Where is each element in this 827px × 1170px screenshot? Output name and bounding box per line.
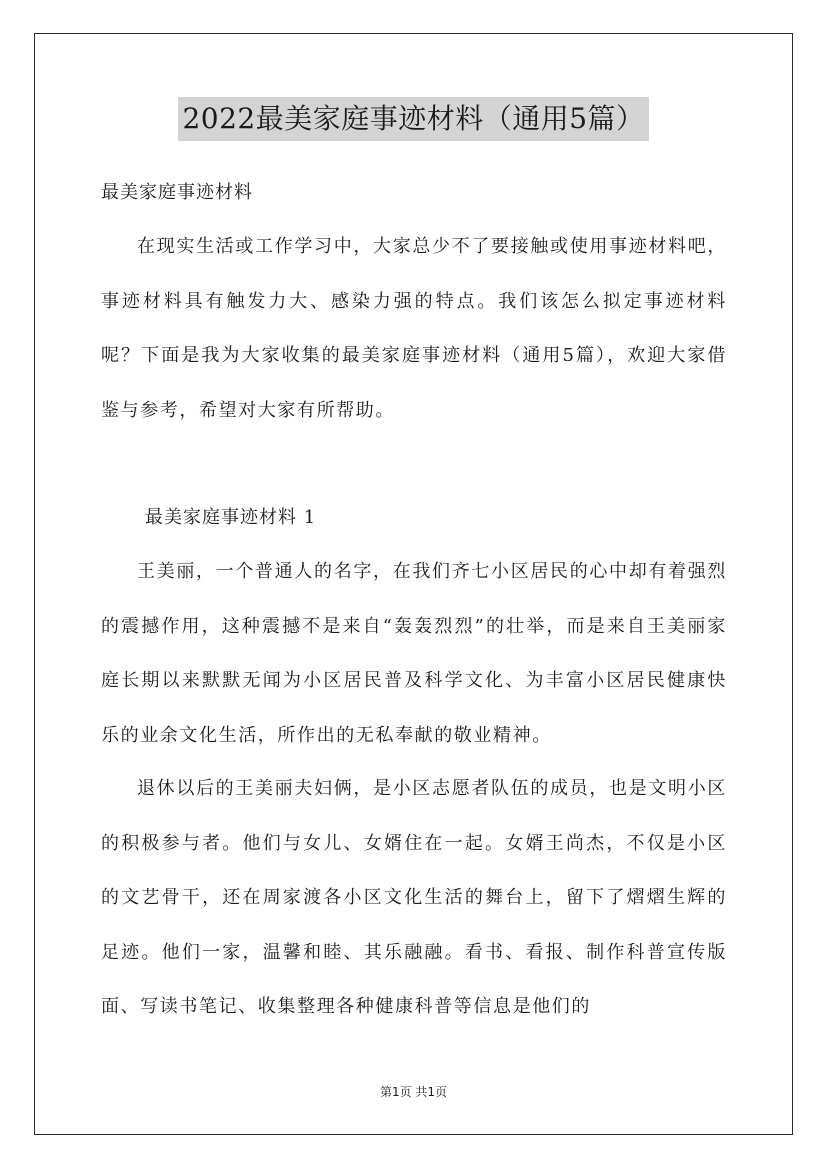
body-paragraph: 退休以后的王美丽夫妇俩，是小区志愿者队伍的成员，也是文明小区的积极参与者。他们与女儿、女婿住在一起。女婿王尚杰，不仅是小区的文艺骨干，还在周家渡各小区文化生活的舞台上，留下了熠熠生辉的足迹。他们一家，温馨和睦、其乐融融。看书、看报、制作科普宣传版面、写读书笔记、收集整理各种健康科普等信息是他们的 — [101, 778, 727, 1017]
document-subtitle: 最美家庭事迹材料 — [101, 182, 253, 203]
intro-paragraph: 在现实生活或工作学习中，大家总少不了要接触或使用事迹材料吧，事迹材料具有触发力大、感染力强的特点。我们该怎么拟定事迹材料呢？下面是我为大家收集的最美家庭事迹材料（通用5篇），欢迎大家借鉴与参考，希望对大家有所帮助。 — [101, 236, 727, 421]
document-title — [0, 97, 827, 141]
section-heading: 最美家庭事迹材料 1 — [145, 507, 317, 528]
document-title-text: 2022最美家庭事迹材料（通用5篇） — [178, 97, 648, 141]
body-paragraph: 王美丽，一个普通人的名字，在我们齐七小区居民的心中却有着强烈的震撼作用，这种震撼不是来自“轰轰烈烈”的壮举，而是来自王美丽家庭长期以来默默无闻为小区居民普及科学文化、为丰富小区居民健康快乐的业余文化生活，所作出的无私奉献的敬业精神。 — [101, 561, 727, 746]
page-footer: 第1页 共1页 — [379, 1085, 448, 1099]
